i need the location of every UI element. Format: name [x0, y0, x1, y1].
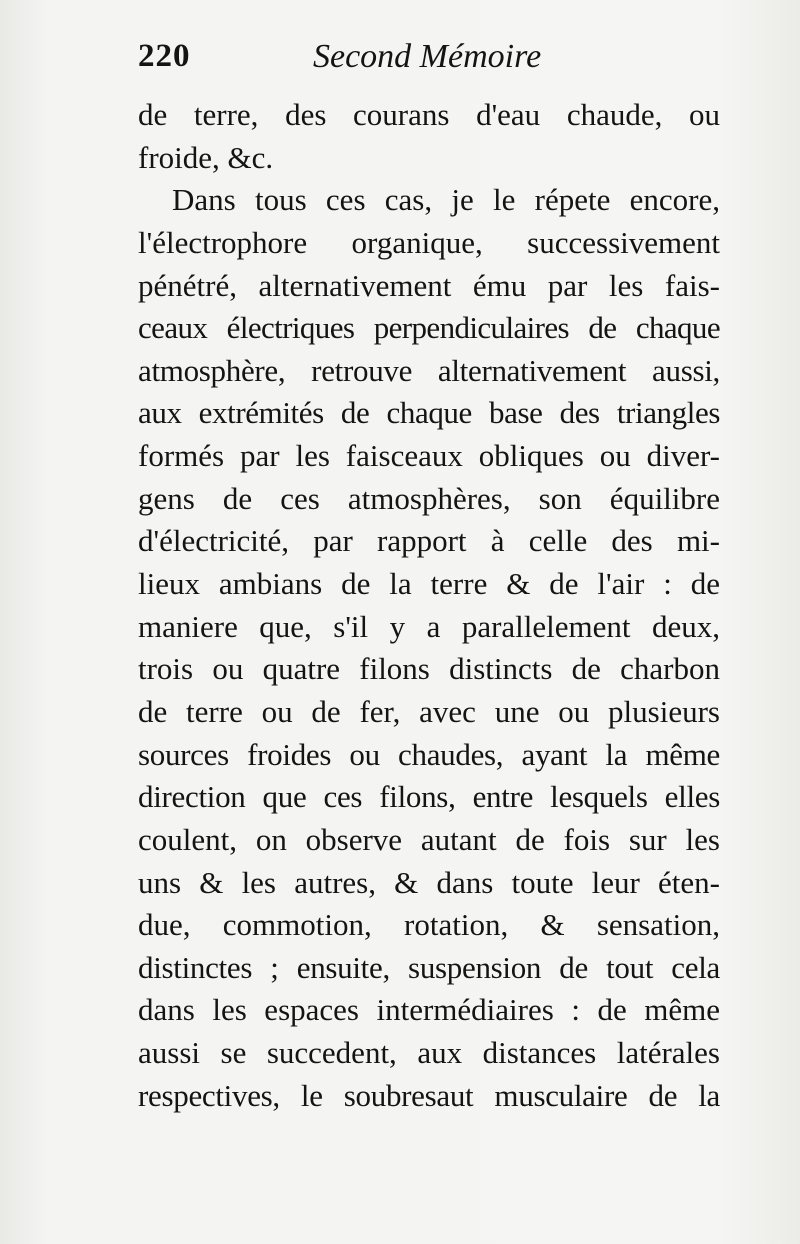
page-header: [138, 38, 738, 88]
text-line: distinctes ; ensuite, suspension de tout cela: [138, 949, 720, 985]
text-line: coulent, on observe autant de fois sur les: [138, 821, 720, 857]
text-line: uns & les autres, & dans toute leur éten-: [138, 864, 720, 900]
text-line: atmosphère, retrouve alternativement aussi,: [138, 352, 720, 388]
text-line: direction que ces filons, entre lesquels elles: [138, 779, 720, 815]
text-line: formés par les faisceaux obliques ou diver-: [138, 438, 720, 474]
text-line: aux extrémités de chaque base des triangles: [138, 395, 720, 431]
text-line: de terre, des courans d'eau chaude, ou: [138, 97, 720, 132]
text-line: respectives, le soubresaut musculaire de la: [138, 1077, 720, 1113]
text-line: l'électrophore organique, successivement: [138, 224, 720, 260]
text-line: sources froides ou chaudes, ayant la même: [138, 736, 720, 772]
text-line: froide, &c.: [138, 139, 274, 175]
text-line: d'électricité, par rapport à celle des mi-: [138, 523, 720, 559]
text-line: aussi se succedent, aux distances latérales: [138, 1035, 720, 1071]
text-line: maniere que, s'il y a parallelement deux,: [138, 608, 720, 644]
text-line: dans les espaces intermédiaires : de même: [138, 992, 720, 1028]
text-line: Dans tous ces cas, je le répete encore,: [172, 182, 720, 218]
text-line: ceaux électriques perpendiculaires de chaque: [138, 310, 720, 346]
running-title: Second Mémoire: [313, 38, 542, 75]
text-line: trois ou quatre filons distincts de charbon: [138, 651, 720, 687]
text-line: pénétré, alternativement ému par les fais-: [138, 267, 720, 303]
text-line: gens de ces atmosphères, son équilibre: [138, 480, 720, 516]
page-number: 220: [138, 38, 191, 74]
text-line: due, commotion, rotation, & sensation,: [138, 907, 720, 943]
text-line: lieux ambians de la terre & de l'air : de: [138, 566, 720, 602]
body-text: [138, 94, 720, 1117]
text-line: de terre ou de fer, avec une ou plusieurs: [138, 693, 720, 729]
